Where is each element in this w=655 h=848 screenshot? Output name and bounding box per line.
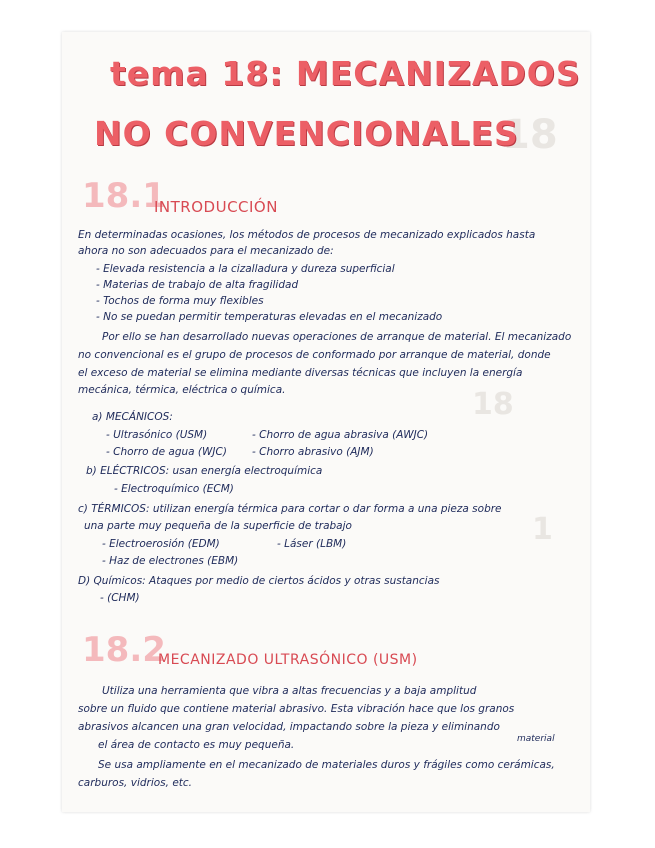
section-heading-mecanizado-ultrasonico: MECANIZADO ULTRASÓNICO (USM) <box>158 652 418 668</box>
list-c-line-2: una parte muy pequeña de la superficie de trabajo <box>84 520 352 532</box>
para-line-3: el exceso de material se elimina mediante diversas técnicas que incluyen la energía <box>78 367 523 379</box>
bullet-4: - No se puedan permitir temperaturas elevadas en el mecanizado <box>96 311 443 323</box>
usm-line-2: sobre un fluido que contiene material abrasivo. Esta vibración hace que los granos <box>78 703 515 715</box>
list-c-heading: c) TÉRMICOS: utilizan energía térmica para cortar o dar forma a una pieza sobre <box>78 503 502 515</box>
list-c-item-1: - Electroerosión (EDM) <box>102 538 220 550</box>
list-b-item-1: - Electroquímico (ECM) <box>114 483 234 495</box>
bleed-through-number-3: 1 <box>532 512 553 547</box>
para-line-1: Por ello se han desarrollado nuevas operaciones de arranque de material. El mecanizado <box>102 331 572 343</box>
section-number-18-1: 18.1 <box>82 176 166 216</box>
list-d-heading: D) Químicos: Ataques por medio de ciertos ácidos y otras sustancias <box>78 575 440 587</box>
list-a-item-4: - Chorro abrasivo (AJM) <box>252 446 374 458</box>
para-line-4: mecánica, térmica, eléctrica o química. <box>78 384 286 396</box>
list-d-item-1: - (CHM) <box>100 592 140 604</box>
intro-line-2: ahora no son adecuados para el mecanizado de: <box>78 245 334 257</box>
bleed-through-number: 18 <box>502 112 558 158</box>
list-a-heading: a) MECÁNICOS: <box>92 411 173 423</box>
list-c-item-2: - Láser (LBM) <box>277 538 347 550</box>
usm-line-4: el área de contacto es muy pequeña. <box>98 739 295 751</box>
usm-line-1: Utiliza una herramienta que vibra a altas frecuencias y a baja amplitud <box>102 685 477 697</box>
bullet-2: - Materias de trabajo de alta fragilidad <box>96 279 299 291</box>
list-c-item-3: - Haz de electrones (EBM) <box>102 555 239 567</box>
page-title-line-1: tema 18: MECANIZADOS <box>110 54 581 93</box>
list-b-heading: b) ELÉCTRICOS: usan energía electroquímica <box>86 465 323 477</box>
intro-line-1: En determinadas ocasiones, los métodos de procesos de mecanizado explicados hasta <box>78 229 536 241</box>
usm-line-6: carburos, vidrios, etc. <box>78 777 193 789</box>
section-heading-introduccion: INTRODUCCIÓN <box>154 198 278 216</box>
list-a-item-2: - Chorro de agua abrasiva (AWJC) <box>252 429 429 441</box>
bullet-1: - Elevada resistencia a la cizalladura y dureza superficial <box>96 263 395 275</box>
notebook-page <box>62 32 590 812</box>
list-a-item-3: - Chorro de agua (WJC) <box>106 446 227 458</box>
bleed-through-number-2: 18 <box>472 387 514 422</box>
usm-line-3-end: material <box>517 734 555 744</box>
bullet-3: - Tochos de forma muy flexibles <box>96 295 264 307</box>
section-number-18-2: 18.2 <box>82 630 166 670</box>
usm-line-5: Se usa ampliamente en el mecanizado de materiales duros y frágiles como cerámicas, <box>98 759 555 771</box>
list-a-item-1: - Ultrasónico (USM) <box>106 429 208 441</box>
usm-line-3: abrasivos alcancen una gran velocidad, impactando sobre la pieza y eliminando <box>78 721 500 733</box>
para-line-2: no convencional es el grupo de procesos de conformado por arranque de material, donde <box>78 349 551 361</box>
page-title-line-2: NO CONVENCIONALES <box>94 114 519 153</box>
